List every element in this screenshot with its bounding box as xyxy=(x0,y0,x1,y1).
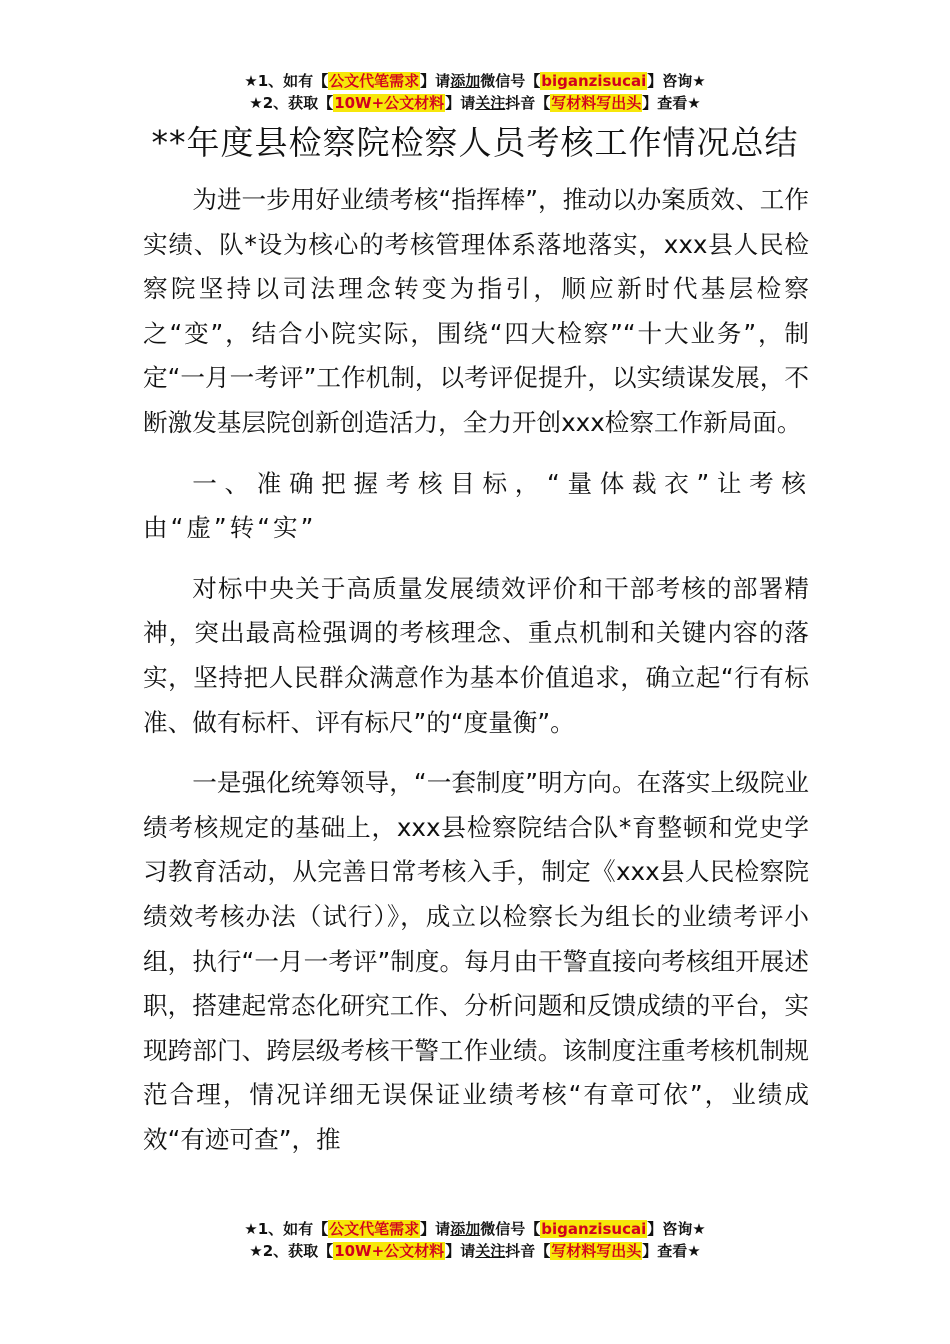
promo-line-1: ★1、如有【公文代笔需求】请添加微信号【biganzisucai】咨询★ xyxy=(244,1220,706,1238)
wechat-id-highlight: biganzisucai xyxy=(541,72,647,90)
star-icon: ★ xyxy=(249,1242,263,1260)
service-highlight: 公文代笔需求 xyxy=(329,1220,420,1238)
star-icon: ★ xyxy=(244,72,258,90)
wechat-id-highlight: biganzisucai xyxy=(541,1220,647,1238)
document-body xyxy=(143,178,809,1162)
body-paragraph: 一是强化统筹领导，“一套制度”明方向。在落实上级院业绩考核规定的基础上，xxx县检察院结合队*育整顿和党史学习教育活动，从完善日常考核入手，制定《xxx县人民检察院绩效考核办法（试行）》，成立以检察长为组长的业绩考评小组，执行“一月一考评”制度。每月由干警直接向考核组开展述职，搭建起常态化研究工作、分析问题和反馈成绩的平台，实现跨部门、跨层级考核干警工作业绩。该制度注重考核机制规范合理，情况详细无误保证业绩考核“有章可依”，业绩成效“有迹可查”，推 xyxy=(143,768,809,1154)
intro-paragraph: 为进一步用好业绩考核“指挥棒”，推动以办案质效、工作实绩、队*设为核心的考核管理体系落地落实，xxx县人民检察院坚持以司法理念转变为指引，顺应新时代基层检察之“变”，结合小院实际，围绕“四大检察”“十大业务”，制定“一月一考评”工作机制，以考评促提升，以实绩谋发展，不断激发基层院创新创造活力，全力开创xxx检察工作新局面。 xyxy=(143,185,809,437)
promo-line-1: ★1、如有【公文代笔需求】请添加微信号【biganzisucai】咨询★ xyxy=(244,72,706,90)
section-heading: 一、准确把握考核目标，“量体裁衣”让考核由“虚”转“实” xyxy=(143,468,809,543)
douyin-highlight: 写材料写出头 xyxy=(551,94,642,112)
star-icon: ★ xyxy=(244,1220,258,1238)
star-icon: ★ xyxy=(249,94,263,112)
promo-line-2: ★2、获取【10W+公文材料】请关注抖音【写材料写出头】查看★ xyxy=(249,1242,701,1260)
material-highlight: 10W+公文材料 xyxy=(334,1242,445,1260)
promo-banner-top xyxy=(0,70,950,114)
document-title: **年度县检察院检察人员考核工作情况总结 xyxy=(151,123,799,162)
material-highlight: 10W+公文材料 xyxy=(334,94,445,112)
promo-banner-bottom xyxy=(0,1218,950,1262)
douyin-highlight: 写材料写出头 xyxy=(551,1242,642,1260)
promo-line-2: ★2、获取【10W+公文材料】请关注抖音【写材料写出头】查看★ xyxy=(249,94,701,112)
service-highlight: 公文代笔需求 xyxy=(329,72,420,90)
body-paragraph: 对标中央关于高质量发展绩效评价和干部考核的部署精神，突出最高检强调的考核理念、重点机制和关键内容的落实，坚持把人民群众满意作为基本价值追求，确立起“行有标准、做有标杆、评有标尺”的“度量衡”。 xyxy=(143,573,809,737)
